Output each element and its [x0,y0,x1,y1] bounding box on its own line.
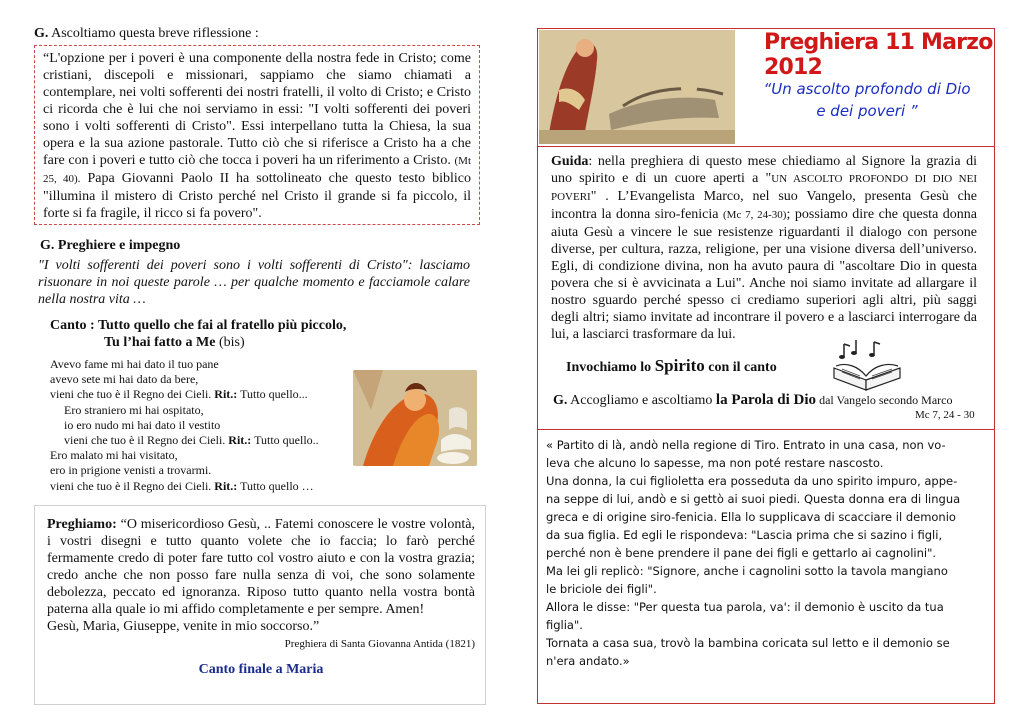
song-verse-text: Avevo fame mi hai dato il tuo pane [50,357,219,371]
intro-text: Ascoltiamo questa breve riflessione : [48,26,259,41]
song-verse-line [50,433,350,448]
guida-label: Guida [551,154,589,169]
gospel-line: le briciole dei figli". [546,582,657,596]
gospel-line: Ma lei gli replicò: "Signore, anche i cagnolini sotto la tavola mangiano [546,564,948,578]
word-of-god-line [553,392,952,409]
invoke-a: Invochiamo lo [566,360,655,375]
song-verse-text: Ero straniero mi hai ospitato, [64,402,204,417]
reflection-text-part2: Papa Giovanni Paolo II ha sottolineato che questo testo biblico "illumina il mistero di Cristo perché nel Cristo il grande si fa piccolo, il forte si fa fragile, il ricco si fa povero". [43,171,471,221]
reflection-text-part1: “L'opzione per i poveri è una componente della nostra fede in Cristo; come cristiani, discepoli e missionari, sappiamo che siamo chiamati a contemplare, nei volti sofferenti dei nostri fratelli, il volto di Cristo; e Cristo ci ricorda che è lui che noi serviamo in essi: "I volti sofferenti dei poveri sono i volti sofferenti di Cristo". Essi interpellano tutta la Chiesa, la sua opera e la sua azione pastorale. Tutto ciò che si riferisce a Cristo ha a che fare con i poveri e tutto ciò che tocca i poveri ha un riferimento a Cristo. [43,51,471,168]
word-lead: G. [553,393,568,408]
song-title-line2: Tu l’hai fatto a Me [104,335,216,350]
song-verse-text: vieni che tuo è il Regno dei Cieli. [64,433,229,448]
song-refrain-text: Tutto quello.. [251,433,319,448]
prayer-heading: G. Preghiere e impegno [40,238,181,253]
invoke-c: con il canto [704,360,777,375]
song-verse-line [50,418,350,433]
top-divider [537,146,995,147]
song-verse-text: vieni che tuo è il Regno dei Cieli. [50,478,215,493]
foot-washing-illustration [353,370,477,466]
song-verses [50,357,350,494]
page-title: Preghiera 11 Marzo 2012 [764,30,993,80]
subtitle-line2: e dei poveri ” [816,102,918,120]
song-verse-text: io ero nudo mi hai dato il vestito [64,417,221,432]
song-verse-line [50,357,350,372]
guida-part1: : nella preghiera di questo mese chiediamo al Signore la grazia di uno spirito e di un cuore aperti a " [551,154,977,186]
song-verse-text: Ero malato mi hai visitato, [50,448,178,463]
guida-paragraph [551,153,977,343]
guida-part3: ; possiamo dire che questa donna aiuta Gesù a vincere le sue resistenze riguardanti il dialogo con persone diverse, per cultura, razza, religione, per una visione diversa dell’universo. Egli, di condizione divina, non ha avuto paura di "ascoltare Dio in questa povera che si è avvicinata a Lui". Anche noi siamo invitate ad allargare il nostro sguardo perché spesso ci crediamo superiori agli altri, più saggi degli altri; siamo invitate ad incontrare il povero e a lasciarci interrogare da lui, a lasciarci trasformare da lui. [551,207,978,342]
intro-lead: G. [34,26,49,41]
mosaic-illustration [539,30,735,144]
closing-line2: Gesù, Maria, Giuseppe, venite in mio soccorso.” [47,619,320,634]
reflection-ref: (Mt 25, 40). [43,155,471,185]
song-refrain-marker: Rit.: [228,433,252,448]
closing-prayer-box [34,505,486,705]
subtitle-line1: “Un ascolto profondo di Dio [763,80,971,98]
song-title-bis: (bis) [215,335,245,350]
song-title-line2-wrap [50,334,470,351]
gospel-line: greca e di origine siro-fenicia. Ella lo supplicava di scacciare il demonio [546,510,956,524]
song-title-line1: Canto : Tutto quello che fai al fratello più piccolo, [50,318,347,333]
closing-attribution: Preghiera di Santa Giovanna Antida (1821) [284,638,475,650]
closing-prayer-paragraph [47,516,475,618]
page-subtitle [742,78,992,122]
foot-washing-image [353,370,477,466]
music-book-drawing [830,338,904,392]
gospel-reference: Mc 7, 24 - 30 [915,409,975,421]
prayer-text: "I volti sofferenti dei poveri sono i volti sofferenti di Cristo": lasciamo risuonare in noi queste parole … per qualche momento e facciamole calare nella nostra vita … [38,258,470,307]
song-verse-line [50,448,350,463]
gospel-line: Allora le disse: "Per questa tua parola, va': il demonio è uscito da tua [546,600,944,614]
song-verse-line [50,479,350,494]
gospel-line: da sua figlia. Ed egli le rispondeva: "Lascia prima che si sazino i figli, [546,528,943,542]
gospel-line: Una donna, la cui figlioletta era posseduta da uno spirito impuro, appe- [546,474,958,488]
gospel-line: na seppe di lui, andò e si gettò ai suoi piedi. Questa donna era di lingua [546,492,961,506]
gospel-line: n'era andato.» [546,654,630,668]
closing-lead: Preghiamo: [47,517,117,532]
word-c: dal Vangelo secondo Marco [816,393,953,407]
song-refrain-marker: Rit.: [214,387,238,402]
word-b: la Parola di Dio [715,392,817,408]
song-verse-line [50,372,350,387]
word-a: Accogliamo e ascoltiamo [567,393,716,408]
song-verse-line [50,403,350,418]
song-verse-text: avevo sete mi hai dato da bere, [50,372,199,387]
gospel-passage [546,436,988,670]
gospel-line: perché non è bene prendere il pane dei figli e gettarlo ai cagnolini". [546,546,937,560]
closing-final-song: Canto finale a Maria [198,662,324,677]
guida-part2: " . L’Evangelista Marco, nel suo Vangelo, presenta Gesù che incontra la donna siro-fenicia [551,189,977,222]
invoke-spirit-line [566,356,777,376]
invoke-b: Spirito [654,356,705,375]
mid-divider [537,429,995,430]
gospel-line: « Partito di là, andò nella regione di Tiro. Entrato in una casa, non vo- [546,438,946,452]
song-verse-line [50,463,350,478]
song-refrain-text: Tutto quello... [237,387,308,402]
music-book-icon [830,338,904,392]
song-title [50,317,470,351]
gospel-line: figlia". [546,618,583,632]
song-refrain-text: Tutto quello … [237,478,314,493]
gospel-line: Tornata a casa sua, trovò la bambina coricata sul letto e il demonio se [546,636,950,650]
guida-ref: (Mc 7, 24-30) [723,209,787,221]
song-verse-line [50,387,350,402]
song-refrain-marker: Rit.: [214,478,238,493]
intro-line [34,26,474,42]
title-image [539,30,735,144]
guida-smallcaps: UN ASCOLTO PROFONDO DI DIO NEI POVERI [551,173,977,203]
closing-text: “O misericordioso Gesù, .. Fatemi conoscere le vostre volontà, i vostri disegni e tutto quanto volete che io faccia; lo farò perché fermamente credo di poter fare tutto col vostro aiuto e con la vostra grazia; credo anche che non posso fare nulla senza di voi, che sono solamente debolezza, peccato ed ignoranza. Riposo tutto quanto nella vostra bontà paterna alla quale io mi affido completamente e per sempre. Amen! [47,517,475,617]
song-verse-text: vieni che tuo è il Regno dei Cieli. [50,387,215,402]
song-verse-text: ero in prigione venisti a trovarmi. [50,463,212,478]
reflection-box [34,45,480,225]
gospel-line: leva che alcuno lo sapesse, ma non poté restare nascosto. [546,456,884,470]
